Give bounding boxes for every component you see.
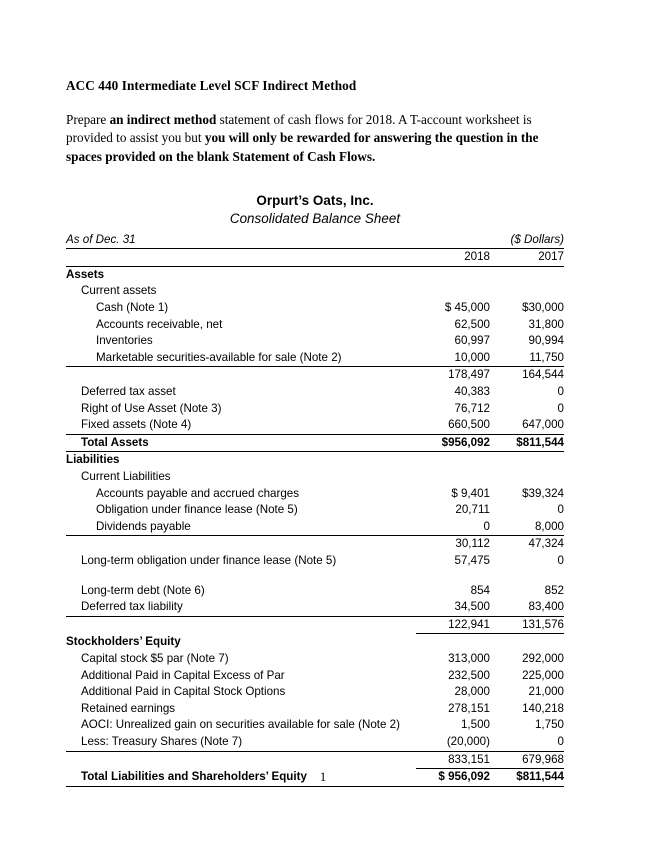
row-label: Accounts payable and accrued charges: [96, 486, 300, 500]
row-value-2018: 660,500: [416, 417, 490, 434]
table-row: [66, 717, 564, 734]
table-row: [66, 583, 564, 600]
row-value-2018: 60,997: [454, 334, 490, 348]
column-header-2018: 2018: [416, 249, 490, 267]
company-name: Orpurt’s Oats, Inc.: [256, 192, 374, 208]
row-value-2018: [416, 452, 490, 469]
table-row: [66, 502, 564, 519]
assignment-title: ACC 440 Intermediate Level SCF Indirect Method: [66, 78, 357, 93]
row-value-2017: 47,324: [528, 537, 564, 551]
as-of-label: As of Dec. 31: [66, 232, 416, 249]
row-label: Liabilities: [66, 453, 120, 467]
row-value-2018: 232,500: [448, 668, 490, 682]
row-label: Assets: [66, 267, 105, 281]
statement-title: Consolidated Balance Sheet: [229, 210, 401, 226]
row-label: Total Assets: [66, 434, 416, 452]
row-value-2017: 0: [557, 503, 564, 517]
table-header-years: [66, 249, 564, 267]
row-value-2017: [490, 634, 564, 651]
table-row: [66, 333, 564, 350]
row-value-2017: $39,324: [522, 486, 564, 500]
row-value-2018: 28,000: [454, 685, 490, 699]
row-value-2018: 0: [416, 519, 490, 536]
row-value-2018: 854: [470, 583, 490, 597]
row-value-2017: 225,000: [522, 668, 564, 682]
instructions-bold-2: you will only be rewarded for answering the question in the spaces provided on the blank Statement of Cash Flows.: [66, 130, 539, 164]
row-value-2017: $811,544: [490, 769, 564, 787]
row-label: Dividends payable: [66, 519, 416, 536]
row-value-2018: [416, 469, 490, 486]
row-value-2018: [416, 634, 490, 651]
row-label: Cash (Note 1): [96, 301, 169, 315]
row-value-2017: $811,544: [490, 434, 564, 452]
row-value-2018: 34,500: [416, 599, 490, 616]
table-row: [66, 469, 564, 486]
row-label: Current Liabilities: [81, 470, 171, 484]
table-row: [66, 634, 564, 651]
table-row: [66, 417, 564, 434]
row-spacer-2018: [416, 570, 490, 583]
table-row: [66, 668, 564, 685]
table-row: [66, 486, 564, 503]
row-value-2018: $ 45,000: [444, 301, 490, 315]
row-label: Current assets: [81, 284, 157, 298]
row-label: Total Liabilities and Shareholders’ Equity: [66, 769, 416, 787]
row-value-2017: 31,800: [528, 317, 564, 331]
row-spacer-label: [66, 570, 416, 583]
row-value-2017: [490, 452, 564, 469]
table-row: [66, 651, 564, 668]
row-value-2018: 20,711: [455, 503, 490, 517]
table-row: [66, 266, 564, 283]
row-label: [66, 536, 416, 553]
row-value-2018: 178,497: [448, 368, 490, 382]
row-value-2017: 83,400: [490, 599, 564, 616]
balance-sheet-table: [66, 232, 564, 787]
table-row-total: [66, 434, 564, 452]
row-value-2017: 679,968: [490, 751, 564, 769]
assignment-instructions: [66, 111, 564, 167]
row-value-2018: [416, 266, 490, 283]
row-label: Additional Paid in Capital Stock Options: [81, 685, 286, 699]
row-label: [66, 367, 416, 384]
row-spacer-2017: [490, 570, 564, 583]
table-row: [66, 519, 564, 536]
row-value-2017: 131,576: [490, 616, 564, 634]
row-label: AOCI: Unrealized gain on securities available for sale (Note 2): [81, 718, 400, 732]
page-content: [66, 78, 564, 787]
row-value-2017: 21,000: [528, 685, 564, 699]
row-label: Inventories: [96, 334, 153, 348]
row-label: Deferred tax asset: [81, 385, 176, 399]
row-value-2017: 8,000: [490, 519, 564, 536]
row-value-2018: 40,383: [454, 385, 490, 399]
page-number: 1: [319, 770, 327, 784]
table-header-asof: [66, 232, 564, 249]
row-value-2017: $30,000: [522, 301, 564, 315]
table-row-subtotal: [66, 751, 564, 769]
row-value-2018: [416, 283, 490, 300]
row-label: Right of Use Asset (Note 3): [81, 401, 222, 415]
row-value-2017: 140,218: [522, 701, 564, 715]
row-label: Marketable securities-available for sale (Note 2): [66, 350, 416, 367]
row-label: Long-term debt (Note 6): [81, 583, 205, 597]
row-label: Retained earnings: [81, 701, 176, 715]
row-value-2018: $ 956,092: [416, 769, 490, 787]
row-value-2017: 90,994: [528, 334, 564, 348]
row-label: Stockholders’ Equity: [66, 635, 181, 649]
row-value-2017: [490, 469, 564, 486]
table-row-subtotal: [66, 536, 564, 553]
row-value-2017: 164,544: [522, 368, 564, 382]
column-header-2017: 2017: [490, 249, 564, 267]
row-value-2017: 1,750: [534, 718, 564, 732]
row-value-2017: 11,750: [490, 350, 564, 367]
table-row: [66, 317, 564, 334]
row-value-2018: 62,500: [454, 317, 490, 331]
years-spacer: [66, 249, 416, 267]
row-value-2017: 0: [490, 734, 564, 751]
units-label: ($ Dollars): [490, 232, 564, 249]
row-value-2018: 1,500: [460, 718, 490, 732]
row-value-2017: 292,000: [522, 651, 564, 665]
instructions-part-2: statement of cash flows for 2018. A T-account worksheet is provided to assist you but: [66, 111, 532, 146]
row-value-2018: 313,000: [448, 651, 490, 665]
row-label: Capital stock $5 par (Note 7): [81, 651, 229, 665]
row-value-2017: [490, 283, 564, 300]
instructions-bold-1: an indirect method: [109, 111, 217, 127]
row-label: [66, 616, 416, 634]
row-value-2018: $ 9,401: [451, 486, 490, 500]
row-value-2017: 0: [557, 385, 564, 399]
row-value-2017: 852: [544, 583, 564, 597]
table-row: [66, 283, 564, 300]
table-row-spacer: [66, 570, 564, 583]
row-value-2018: 10,000: [416, 350, 490, 367]
table-row-subtotal: [66, 367, 564, 384]
table-row: [66, 599, 564, 616]
table-row: [66, 684, 564, 701]
row-value-2018: (20,000): [416, 734, 490, 751]
row-value-2018: 122,941: [416, 616, 490, 634]
instructions-part-1: Prepare: [66, 111, 110, 127]
row-value-2017: 647,000: [490, 417, 564, 434]
row-label: Long-term obligation under finance lease (Note 5): [81, 553, 337, 567]
units-spacer: [416, 232, 490, 249]
row-label: Deferred tax liability: [66, 599, 416, 616]
table-row: [66, 452, 564, 469]
table-row: [66, 553, 564, 570]
row-value-2018: 30,112: [455, 537, 490, 551]
row-label: Obligation under finance lease (Note 5): [96, 503, 298, 517]
row-value-2018: 57,475: [454, 553, 490, 567]
row-value-2017: 0: [557, 401, 564, 415]
row-label: Accounts receivable, net: [96, 317, 223, 331]
row-value-2017: [490, 266, 564, 283]
row-label: Less: Treasury Shares (Note 7): [66, 734, 416, 751]
table-row: [66, 350, 564, 367]
row-value-2018: 76,712: [454, 401, 490, 415]
row-value-2018: 278,151: [448, 701, 490, 715]
row-label: Additional Paid in Capital Excess of Par: [81, 668, 285, 682]
row-value-2018: 833,151: [416, 751, 490, 769]
table-row: [66, 300, 564, 317]
table-row: [66, 701, 564, 718]
table-row: [66, 734, 564, 751]
row-label: Fixed assets (Note 4): [66, 417, 416, 434]
table-row: [66, 401, 564, 418]
row-value-2017: 0: [557, 553, 564, 567]
row-label: [66, 751, 416, 769]
row-value-2018: $956,092: [416, 434, 490, 452]
table-row-subtotal: [66, 616, 564, 634]
table-row: [66, 384, 564, 401]
